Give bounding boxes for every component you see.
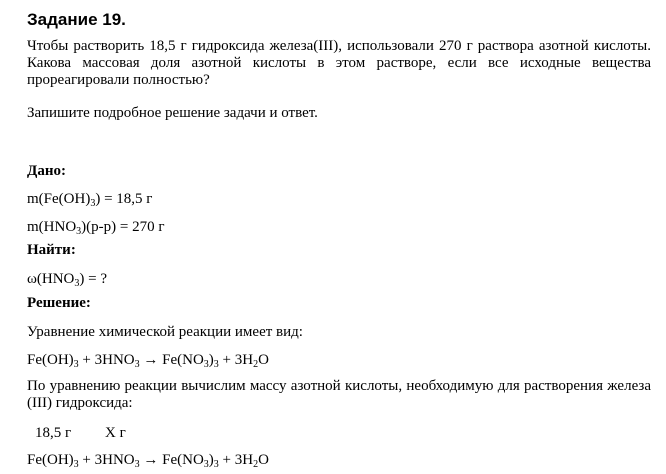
reaction-equation-annotated: $Fe(OH)_3 + 3HNO_3 \to Fe(NO_3)_3 + 3H_2O$ xyxy=(27,452,269,470)
given-heading: Дано: xyxy=(27,163,66,179)
annotation-fe-oh3-mass: 18,5 г xyxy=(35,425,72,441)
reaction-equation: $Fe(OH)_3 + 3HNO_3 \to Fe(NO_3)_3 + 3H_2O$ xyxy=(27,352,269,370)
instruction-text: Запишите подробное решение задачи и ответ. xyxy=(27,105,318,121)
given-fe-oh3: $m(Fe(OH)_3) = 18,5$ г xyxy=(27,191,153,209)
task-title: Задание 19. xyxy=(27,10,126,29)
solution-heading: Решение: xyxy=(27,295,91,311)
calculation-intro: По уравнению реакции вычислим массу азотной кислоты, необходимую для растворения железа (III) гидроксида: xyxy=(27,378,651,411)
find-mass-fraction: $\omega(HNO_3)$ = ? xyxy=(27,271,107,289)
annotation-hno3-mass: Х г xyxy=(105,425,126,441)
task-text: Чтобы растворить 18,5 г гидроксида железа(III), использовали 270 г раствора азотной кислоты. Какова массовая доля азотной кислоты в этом растворе, если все исходные вещества прореагировали полностью? xyxy=(27,38,651,88)
equation-annotation xyxy=(27,425,227,442)
equation-intro: Уравнение химической реакции имеет вид: xyxy=(27,324,303,340)
given-hno3-solution: $m(HNO_3)(р-р) = 270$ г xyxy=(27,219,165,237)
find-heading: Найти: xyxy=(27,242,76,258)
